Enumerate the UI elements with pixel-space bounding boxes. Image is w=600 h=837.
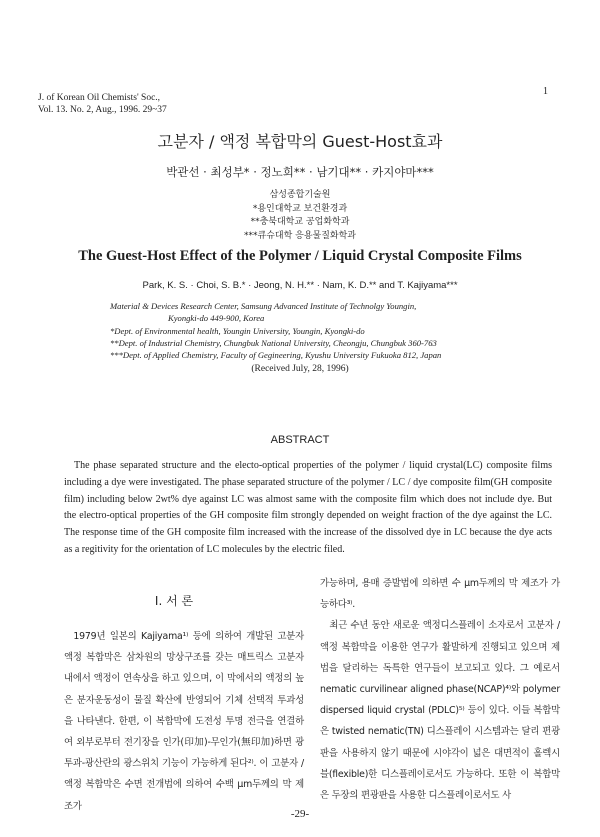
affiliations-english	[110, 300, 441, 361]
paragraph: 최근 수년 동안 새로운 액정디스플레이 소자로서 고분자 / 액정 복합막을 이용한 연구가 활발하게 진행되고 있으며 제법을 달리하는 독특한 연구들이 보고되고 있다. 그 예로서 nematic curvilinear aligned phase(NCAP)⁴⁾와 polymer dispersed liquid crystal (PDLC)⁵⁾ 등이 있다. 이들 복합막은 twisted nematic(TN) 디스플레이 시스템과는 달리 편광판을 사용하지 않기 때문에 시야각이 넓은 대면적이 홀렉시블(flexible)한 디스플레이로서도 가능하다. 또한 이 복합막은 두장의 편광판을 사용한 디스플레이로서도 사	[320, 620, 560, 802]
authors-english: Park, K. S. · Choi, S. B.* · Jeong, N. H.** · Nam, K. D.** and T. Kajiyama***	[142, 280, 458, 291]
affiliation-en: ***Dept. of Applied Chemistry, Faculty of Gegineering, Kyushu University Fukuoka 812, Japan	[110, 350, 442, 361]
affiliation-en: *Dept. of Environmental health, Youngin University, Youngin, Kyongki-do	[110, 325, 365, 336]
affiliation-en: **Dept. of Industrial Chemistry, Chungbuk National University, Cheongju, Chungbuk 360-763	[110, 337, 437, 348]
authors-korean: 박관선 · 최성부* · 정노희** · 남기대** · 카지야마***	[166, 165, 434, 179]
affiliation-ko: **충북대학교 공업화학과	[250, 217, 350, 227]
page-number-top: 1	[543, 86, 548, 97]
affiliation-ko: ***큐슈대학 응용물질화학과	[244, 230, 356, 241]
journal-line-1: J. of Korean Oil Chemists' Soc.,	[38, 93, 161, 103]
affiliations-korean	[0, 189, 600, 243]
page-number-bottom: -29-	[290, 808, 310, 820]
journal-citation	[38, 92, 167, 116]
affiliation-ko: *용인대학교 보건환경과	[252, 203, 348, 214]
title-korean: 고분자 / 액정 복합막의 Guest-Host효과	[157, 132, 443, 151]
title-english: The Guest-Host Effect of the Polymer / Liquid Crystal Composite Films	[78, 248, 522, 264]
abstract-text: The phase separated structure and the electo-optical properties of the polymer / liquid crystal(LC) composite films including a dye were investigated. The phase separated structure of the polymer / LC / dye composite film(GH composite film) including below 2wt% dye against LC was almost same with the composite film which does not include dye. But the electro-optical properties of the GH composite film strongly depended on weight fraction of the dye against the LC. The response time of the GH composite film increased with the increase of the dissolved dye in LC because the dye acts as a regitivity for the orientation of LC molecules by the electric filed.	[64, 460, 552, 555]
paragraph: 가능하며, 용매 증발법에 의하면 수 μm두께의 막 제조가 가능하다³⁾.	[320, 578, 560, 611]
affiliation-en: Kyongki-do 449-900, Korea	[168, 313, 265, 324]
affiliation-ko: 삼성종합기술원	[269, 190, 331, 200]
received-date: (Received July, 28, 1996)	[251, 364, 349, 374]
body-column-left: 1979년 일본의 Kajiyama¹⁾ 등에 의하여 개발된 고분자 액정 복합막은 삼차원의 망상구조를 갖는 매트릭스 고분자 내에서 액정이 연속상을 하고 있으며, 이 막에서의 액정의 높은 분자운동성이 물질 확산에 반영되어 기체 선택적 투과성을 나타낸다. 한편, 이 복합막에 도전성 투명 전극을 연결하여 외부로부터 전기장을 인가(印加)-무인가(無印加)하면 광투과-광산란의 광스위치 기능이 가능하게 된다²⁾. 이 고분자 / 액정 복합막은 수면 전개법에 의하여 수백 μm두께의 막 제조가	[64, 631, 304, 812]
abstract-heading: ABSTRACT	[270, 434, 330, 446]
body-column-right	[320, 573, 560, 806]
section-title: I. 서 론	[154, 594, 194, 608]
affiliation-en: Material & Devices Research Center, Samsung Advanced Institute of Technolgy Youngin,	[110, 301, 417, 311]
journal-line-2: Vol. 13. No. 2, Aug., 1996. 29~37	[38, 105, 167, 115]
